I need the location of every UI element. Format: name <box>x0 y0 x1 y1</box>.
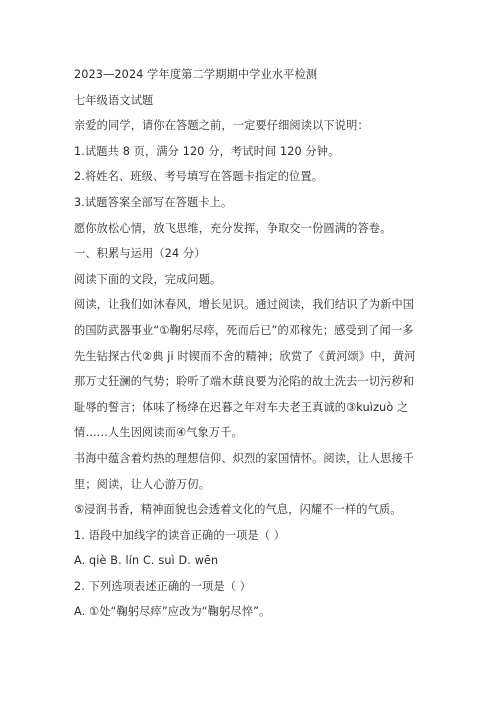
exam-title: 2023—2024 学年度第二学期期中学业水平检测 <box>74 68 318 81</box>
question-2: 2. 下列选项表述正确的一项是（ ） <box>74 579 252 593</box>
passage-line: 书海中蕴含着灼热的理想信仰、炽烈的家国情怀。阅读，让人思接千 <box>74 451 415 465</box>
encouragement-text: 愿你放松心情，放飞思维，充分发挥，争取交一份圆满的答卷。 <box>74 221 392 235</box>
question-1: 1. 语段中加线字的读音正确的一项是（ ） <box>74 528 286 542</box>
section-heading: 一、积累与运用（24 分） <box>74 247 206 261</box>
reading-prompt: 阅读下面的文段，完成问题。 <box>74 272 222 286</box>
passage-line: 先生钻探古代②典 ji 时锲而不舍的精神；欣赏了《黄河颂》中，黄河 <box>74 349 416 363</box>
instruction-item: 2.将姓名、班级、考号填写在答题卡指定的位置。 <box>74 170 324 184</box>
question-1-options: A. qiè B. lín C. suì D. wēn <box>74 554 219 568</box>
instructions-intro: 亲爱的同学，请你在答题之前，一定要仔细阅读以下说明： <box>74 119 369 133</box>
passage-line: 里；阅读，让人心游万仞。 <box>74 477 211 491</box>
passage-line: ⑤浸润书香，精神面貌也会透着文化的气息，闪耀不一样的气质。 <box>74 503 402 517</box>
exam-subtitle: 七年级语文试题 <box>74 93 154 107</box>
instruction-item: 1.试题共 8 页，满分 120 分，考试时间 120 分钟。 <box>74 144 340 158</box>
passage-line: 的国防武器事业“①鞠躬尽瘁，死而后已”的邓稼先；感受到了闻一多 <box>74 323 414 337</box>
passage-line: 情……人生因阅读而④气象万千。 <box>74 426 243 440</box>
document-body <box>74 62 424 625</box>
passage-line: 那万丈狂澜的气势；聆听了端木蕻良要为沦陷的故土洗去一切污秽和 <box>74 375 415 389</box>
instruction-item: 3.试题答案全部写在答题卡上。 <box>74 195 233 209</box>
passage-line: 耻辱的誓言；体味了杨绛在迟暮之年对车夫老王真诚的③kuìzuò 之 <box>74 400 409 414</box>
passage-line: 阅读，让我们如沐春风，增长见识。通过阅读，我们结识了为新中国 <box>74 298 415 312</box>
question-2-option-a: A. ①处“鞠躬尽瘁”应改为“鞠躬尽悴”。 <box>74 605 271 619</box>
